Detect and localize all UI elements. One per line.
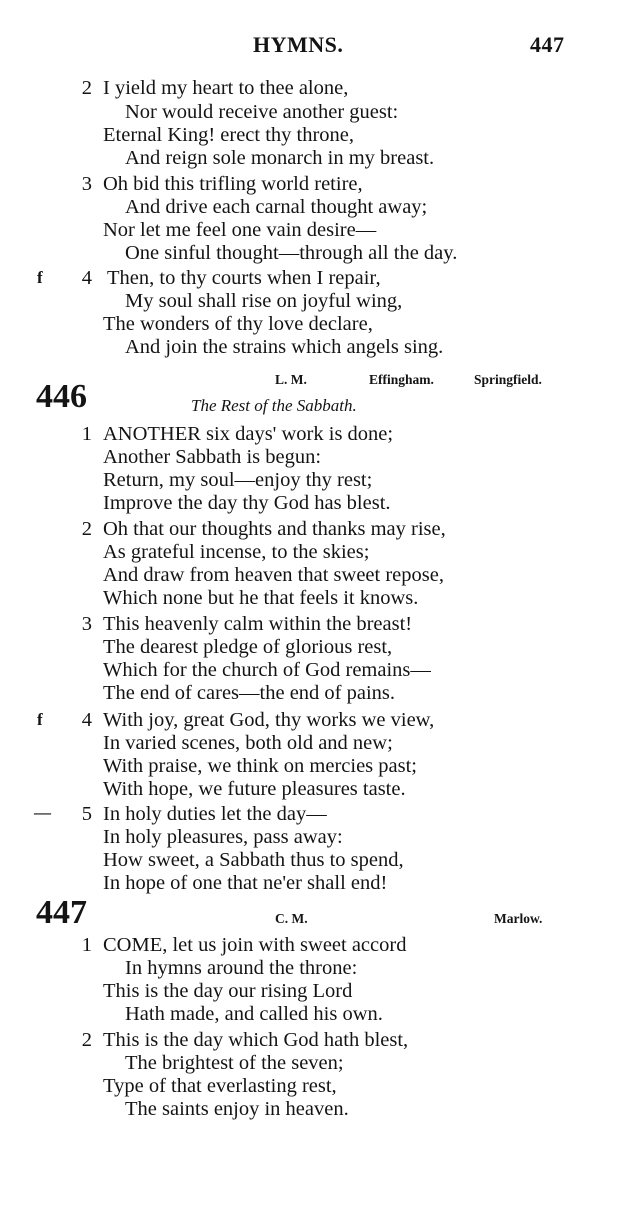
tune-name: Marlow. (494, 911, 543, 926)
verse-line: Return, my soul—enjoy thy rest; (103, 469, 373, 491)
verse-line: Improve the day thy God has blest. (103, 492, 391, 514)
verse-line: With joy, great God, thy works we view, (103, 709, 435, 731)
verse-line: My soul shall rise on joyful wing, (125, 290, 403, 312)
dynamic-mark: f (37, 268, 43, 287)
stanza-number: 4 (81, 709, 92, 731)
stanza-number: 3 (81, 613, 92, 635)
verse-line: I yield my heart to thee alone, (103, 77, 349, 99)
verse-line: In holy pleasures, pass away: (103, 826, 343, 848)
stanza-number: 5 (81, 803, 92, 825)
verse-line: In holy duties let the day— (103, 803, 327, 825)
stanza-number: 2 (81, 1029, 92, 1051)
verse-line: With praise, we think on mercies past; (103, 755, 417, 777)
verse-line: And join the strains which angels sing. (125, 336, 444, 358)
verse-line: Another Sabbath is begun: (103, 446, 322, 468)
verse-line: The wonders of thy love declare, (103, 313, 373, 335)
stanza-number: 3 (81, 173, 92, 195)
verse-line: Then, to thy courts when I repair, (107, 267, 381, 289)
verse-line: This is the day our rising Lord (103, 980, 353, 1002)
verse-line: In hymns around the throne: (125, 957, 358, 979)
verse-line: This heavenly calm within the breast! (103, 613, 413, 635)
verse-line: In hope of one that ne'er shall end! (103, 872, 388, 894)
verse-line: And draw from heaven that sweet repose, (103, 564, 444, 586)
tune-name: Springfield. (474, 372, 542, 387)
running-title: HYMNS. (253, 32, 344, 57)
stanza-number: 4 (81, 267, 92, 289)
dynamic-mark: f (37, 710, 43, 729)
verse-line: The end of cares—the end of pains. (103, 682, 396, 704)
verse-line: Which for the church of God remains— (103, 659, 431, 681)
verse-line: The dearest pledge of glorious rest, (103, 636, 393, 658)
stanza-number: 1 (81, 934, 92, 956)
hymn-title: The Rest of the Sabbath. (191, 396, 357, 415)
hymn-number: 447 (36, 894, 87, 931)
verse-line: And reign sole monarch in my breast. (125, 147, 435, 169)
verse-line: The saints enjoy in heaven. (125, 1098, 349, 1120)
verse-line: Oh bid this trifling world retire, (103, 173, 363, 195)
hymn-number: 446 (36, 378, 87, 415)
verse-line: ANOTHER six days' work is done; (103, 423, 394, 445)
tune-name: Effingham. (369, 372, 434, 387)
hymn-meter: L. M. (275, 372, 307, 387)
verse-line: Oh that our thoughts and thanks may rise, (103, 518, 446, 540)
verse-line: And drive each carnal thought away; (125, 196, 428, 218)
verse-line: The brightest of the seven; (125, 1052, 344, 1074)
verse-line: In varied scenes, both old and new; (103, 732, 393, 754)
verse-line: How sweet, a Sabbath thus to spend, (103, 849, 404, 871)
verse-line: One sinful thought—through all the day. (125, 242, 458, 264)
verse-line: Nor let me feel one vain desire— (103, 219, 377, 241)
verse-line: COME, let us join with sweet accord (103, 934, 407, 956)
verse-line: This is the day which God hath blest, (103, 1029, 409, 1051)
stanza-number: 2 (81, 518, 92, 540)
verse-line: Hath made, and called his own. (125, 1003, 383, 1025)
stanza-number: 2 (81, 77, 92, 99)
verse-line: Eternal King! erect thy throne, (103, 124, 355, 146)
stanza-number: 1 (81, 423, 92, 445)
dynamic-mark: — (34, 803, 51, 822)
verse-line: Nor would receive another guest: (125, 101, 399, 123)
verse-line: Type of that everlasting rest, (103, 1075, 337, 1097)
hymn-meter: C. M. (275, 911, 308, 926)
verse-line: As grateful incense, to the skies; (103, 541, 370, 563)
page-number: 447 (530, 32, 565, 57)
verse-line: Which none but he that feels it knows. (103, 587, 419, 609)
verse-line: With hope, we future pleasures taste. (103, 778, 406, 800)
